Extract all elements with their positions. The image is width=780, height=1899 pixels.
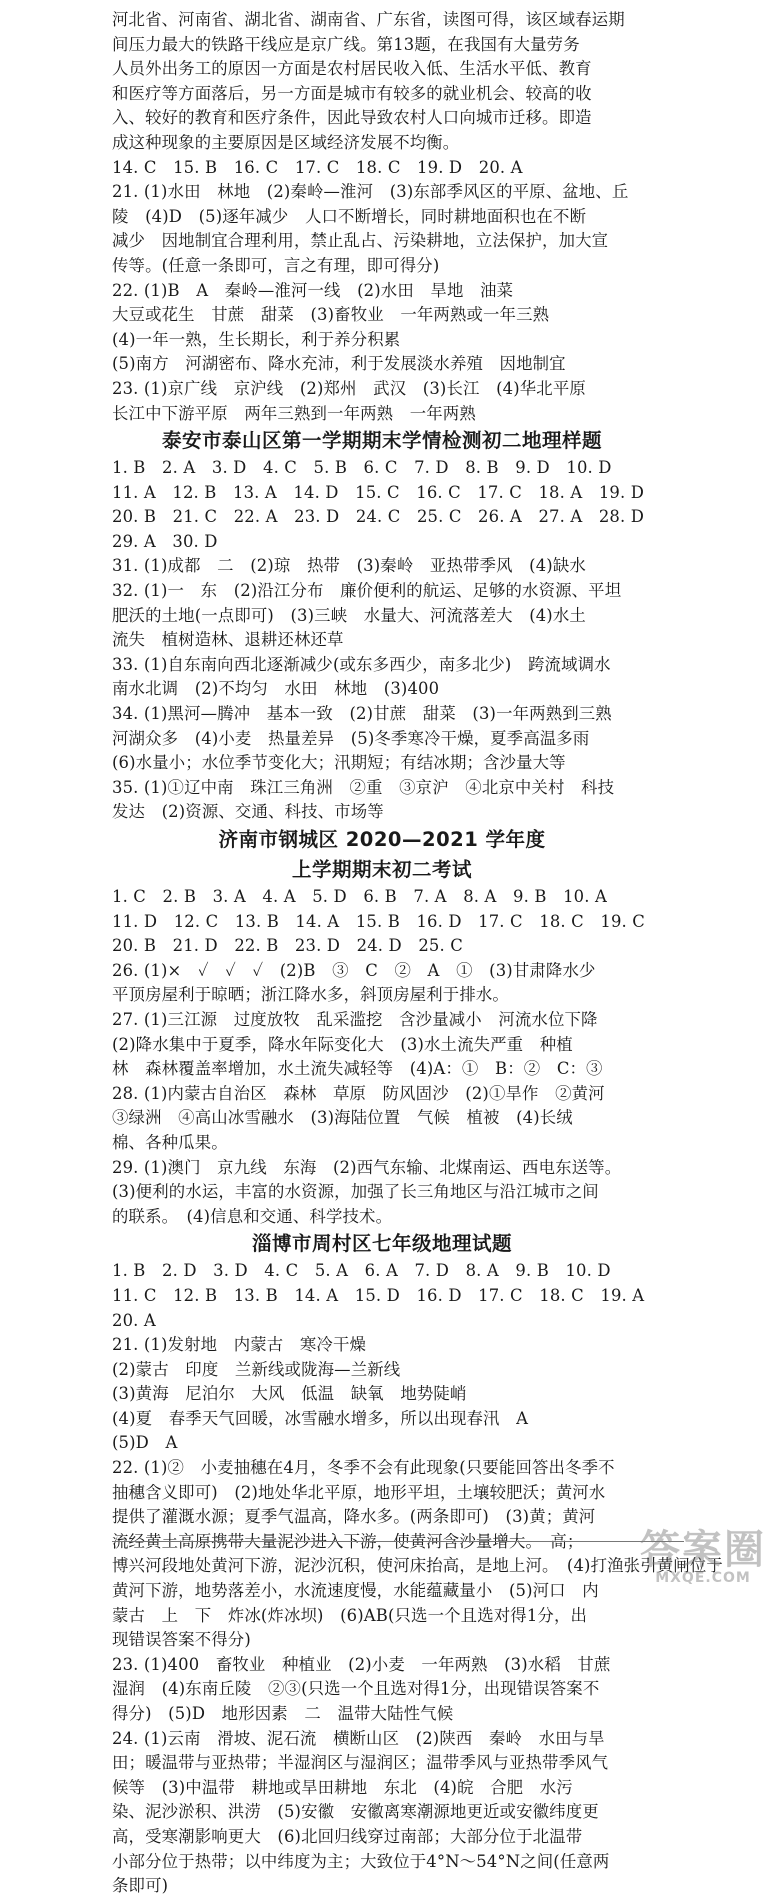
answer-line: 黄河下游，地势落差小，水流速度慢，水能蕴藏量小 (5)河口 内 [112,1581,599,1601]
answer-line: 发达 (2)资源、交通、科技、市场等 [112,802,384,822]
answer-line: 蒙古 上 下 炸冰(炸冰坝) (6)AB(只选一个且选对得1分，出 [112,1605,588,1625]
answer-line: 流失 植树造林、退耕还林还草 [112,630,344,650]
answer-line: 传等。(任意一条即可，言之有理，即可得分) [112,255,440,275]
answer-line: 人员外出务工的原因一方面是农村居民收入低、生活水平低、教育 [112,59,592,79]
answer-line: 林 森林覆盖率增加，水土流失减轻等 (4)A：① B：② C：③ [112,1059,603,1079]
answer-line: 的联系。 (4)信息和交通、科学技术。 [112,1206,393,1226]
answer-line: (2)降水集中于夏季，降水年际变化大 (3)水土流失严重 种植 [112,1034,573,1054]
answer-line: (4)一年一熟，生长期长，利于养分积累 [112,329,401,349]
answer-line: 肥沃的土地(一点即可) (3)三峡 水量大、河流落差大 (4)水土 [112,605,586,625]
answer-line: 20. B 21. D 22. B 23. D 24. D 25. C [112,936,463,956]
answer-line: 条即可) [112,1876,169,1896]
answer-line: 现错误答案不得分) [112,1630,251,1650]
answer-line: 22. (1)B A 秦岭—淮河一线 (2)水田 旱地 油菜 [112,280,514,300]
answer-line: 染、泥沙淤积、洪涝 (5)安徽 安徽离寒潮源地更近或安徽纬度更 [112,1802,599,1822]
answer-line: 29. (1)澳门 京九线 东海 (2)西气东输、北煤南运、西电东送等。 [112,1157,622,1177]
answer-line: 28. (1)内蒙古自治区 森林 草原 防风固沙 (2)①旱作 ②黄河 [112,1083,605,1103]
answer-line: 抽穗含义即可) (2)地处华北平原，地形平坦，土壤较肥沃；黄河水 [112,1482,606,1502]
answer-line: 和医疗等方面落后，另一方面是城市有较多的就业机会、较高的收 [112,83,592,103]
answer-line: 棉、各种瓜果。 [112,1132,228,1152]
answer-line: 20. B 21. C 22. A 23. D 24. C 25. C 26. A 27. A 28. D [112,507,645,527]
answer-line: (3)黄海 尼泊尔 大风 低温 缺氧 地势陡峭 [112,1384,467,1404]
answer-line: 减少 因地制宜合理利用，禁止乱占、污染耕地，立法保护，加大宣 [112,231,609,251]
answer-line: 流经黄土高原携带大量泥沙进入下游，使黄河含沙量增大。 高； [112,1531,584,1551]
answer-line: 大豆或花生 甘蔗 甜菜 (3)畜牧业 一年两熟或一年三熟 [112,305,550,325]
answer-line: 23. (1)400 畜牧业 种植业 (2)小麦 一年两熟 (3)水稻 甘蔗 [112,1654,611,1674]
answer-line: 入、较好的教育和医疗条件，因此导致农村人口向城市迁移。即造 [112,108,592,128]
answer-line: 11. D 12. C 13. B 14. A 15. B 16. D 17. C 18. C 19. C [112,911,645,931]
watermark-site: MXQE.COM [655,1570,751,1586]
answer-line: 22. (1)② 小麦抽穗在4月，冬季不会有此现象(只要能回答出冬季不 [112,1458,615,1478]
answer-line: 31. (1)成都 二 (2)琼 热带 (3)秦岭 亚热带季风 (4)缺水 [112,556,586,576]
answer-line: 26. (1)× ✓ ✓ ✓ (2)B ③ C ② A ① (3)甘肃降水少 [112,960,596,980]
section-title: 泰安市泰山区第一学期期末学情检测初二地理样题 [161,429,602,453]
watermark-logo: 答案圈 [640,1527,766,1573]
answer-line: 平顶房屋利于晾晒；浙江降水多，斜顶房屋利于排水。 [112,985,509,1005]
answer-line: 21. (1)发射地 内蒙古 寒冷干燥 [112,1335,367,1355]
answer-line: (6)水量小；水位季节变化大；汛期短；有结冰期；含沙量大等 [112,753,566,773]
answer-line: 1. B 2. D 3. D 4. C 5. A 6. A 7. D 8. A 9. B 10. D [112,1261,611,1281]
answer-line: (5)南方 河湖密布、降水充沛，利于发展淡水养殖 因地制宜 [112,354,566,374]
answer-line: 候等 (3)中温带 耕地或旱田耕地 东北 (4)皖 合肥 水污 [112,1777,573,1797]
section-title: 上学期期末初二考试 [291,858,472,881]
answer-line: 长江中下游平原 两年三熟到一年两熟 一年两熟 [112,403,476,423]
answer-line: (2)蒙古 印度 兰新线或陇海—兰新线 [112,1359,401,1379]
answer-line: 33. (1)自东南向西北逐渐减少(或东多西少，南多北少) 跨流域调水 [112,654,611,674]
answer-line: (4)夏 春季天气回暖，冰雪融水增多，所以出现春汛 A [112,1408,529,1428]
answer-line: 29. A 30. D [112,531,218,551]
answer-line: (3)便利的水运，丰富的水资源，加强了长三角地区与沿江城市之间 [112,1182,599,1202]
answer-line: 1. B 2. A 3. D 4. C 5. B 6. C 7. D 8. B 9. D 10. D [112,458,612,478]
answer-line: 35. (1)①辽中南 珠江三角洲 ②重 ③京沪 ④北京中关村 科技 [112,777,615,797]
answer-line: 11. A 12. B 13. A 14. D 15. C 16. C 17. C 18. A 19. D [112,482,645,502]
section-title: 济南市钢城区 2020—2021 学年度 [218,828,546,851]
answer-line: 1. C 2. B 3. A 4. A 5. D 6. B 7. A 8. A 9. B 10. A [112,887,607,906]
answer-line: 河湖众多 (4)小麦 热量差异 (5)冬季寒冷干燥，夏季高温多雨 [112,728,590,748]
answer-line: 提供了灌溉水源；夏季气温高，降水多。(两条即可) (3)黄；黄河 [112,1507,596,1527]
answer-line: 14. C 15. B 16. C 17. C 18. C 19. D 20. A [112,157,523,177]
answer-line: ③绿洲 ④高山冰雪融水 (3)海陆位置 气候 植被 (4)长绒 [112,1108,573,1128]
answer-line: 11. C 12. B 13. B 14. A 15. D 16. D 17. C 18. C 19. A [112,1285,645,1305]
answer-line: 成这种现象的主要原因是区域经济发展不均衡。 [112,132,460,152]
answer-line: 34. (1)黑河—腾冲 基本一致 (2)甘蔗 甜菜 (3)一年两熟到三熟 [112,704,612,724]
answer-line: 20. A [112,1310,156,1330]
answer-line: 湿润 (4)东南丘陵 ②③(只选一个且选对得1分，出现错误答案不 [112,1679,600,1699]
bottom-rule [112,1541,684,1542]
answer-line: 27. (1)三江源 过度放牧 乱采滥挖 含沙量减小 河流水位下降 [112,1009,598,1029]
answer-line: 河北省、河南省、湖北省、湖南省、广东省，读图可得，该区域春运期 [112,10,625,29]
answer-line: 21. (1)水田 林地 (2)秦岭—淮河 (3)东部季风区的平原、盆地、丘 [112,182,629,202]
answer-line: 得分) (5)D 地形因素 二 温带大陆性气候 [112,1704,454,1723]
watermark [640,1527,766,1586]
section-title: 淄博市周村区七年级地理试题 [251,1232,512,1256]
answer-line: 24. (1)云南 滑坡、泥石流 横断山区 (2)陕西 秦岭 水田与旱 [112,1728,605,1748]
answer-line: 陵 (4)D (5)逐年减少 人口不断增长，同时耕地面积也在不断 [112,206,587,226]
answer-line: 32. (1)一 东 (2)沿江分布 廉价便利的航运、足够的水资源、平坦 [112,581,622,601]
answer-line: 田；暖温带与亚热带；半湿润区与湿润区；温带季风与亚热带季风气 [112,1753,609,1773]
answer-line: (5)D A [112,1433,178,1453]
answer-line: 小部分位于热带；以中纬度为主；大致位于4°N～54°N之间(任意两 [112,1851,610,1871]
answer-line: 间压力最大的铁路干线应是京广线。第13题，在我国有大量劳务 [112,34,580,54]
answer-line: 博兴河段地处黄河下游，泥沙沉积，使河床抬高，是地上河。 (4)打渔张引黄闸位于 [112,1556,723,1576]
answer-line: 南水北调 (2)不均匀 水田 林地 (3)400 [112,679,440,699]
answer-line: 23. (1)京广线 京沪线 (2)郑州 武汉 (3)长江 (4)华北平原 [112,378,586,398]
answer-line: 高，受寒潮影响更大 (6)北回归线穿过南部；大部分位于北温带 [112,1826,583,1846]
